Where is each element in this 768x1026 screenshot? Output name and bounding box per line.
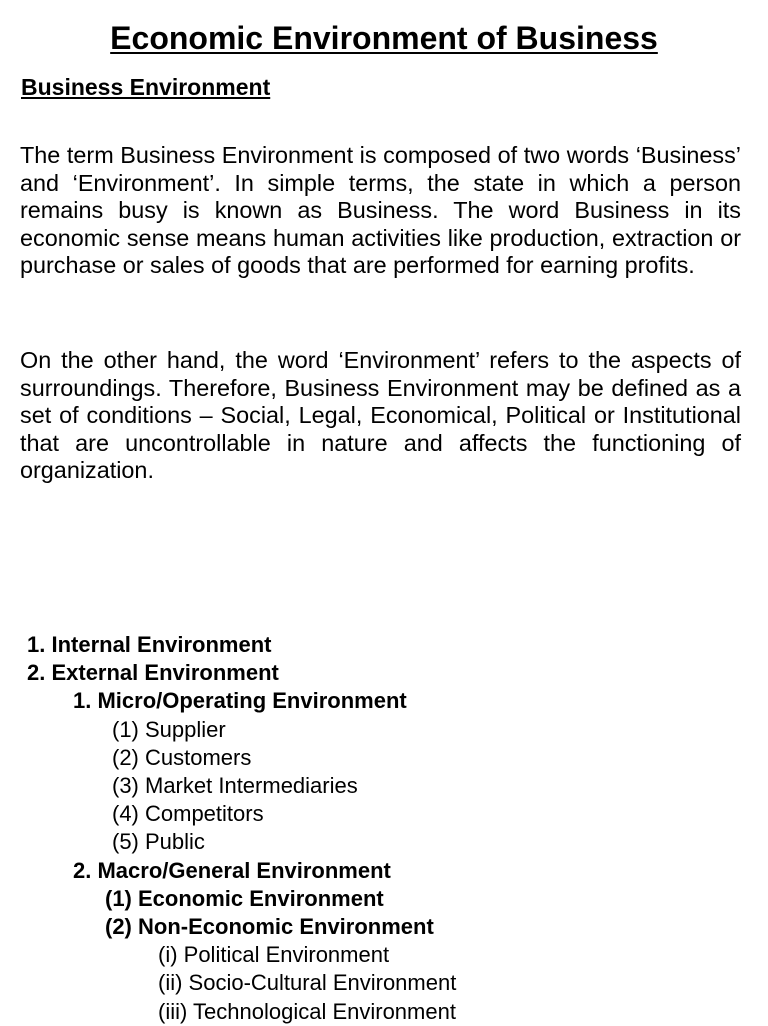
outline-item-macro: 2. Macro/General Environment xyxy=(73,857,391,883)
environment-outline xyxy=(0,631,456,1026)
outline-item-public: (5) Public xyxy=(112,829,205,855)
outline-item-non-economic: (2) Non-Economic Environment xyxy=(105,914,434,940)
outline-item-economic: (1) Economic Environment xyxy=(105,885,384,911)
outline-item-internal: 1. Internal Environment xyxy=(27,632,272,657)
outline-item-competitors: (4) Competitors xyxy=(112,801,264,827)
outline-item-micro: 1. Micro/Operating Environment xyxy=(73,688,407,714)
page-title: Economic Environment of Business xyxy=(110,20,658,56)
paragraph-definition: The term Business Environment is composed of two words ‘Business’ and ‘Environment’. In simple terms, the state in which a person remains busy is known as Business. The word Business in its economic sense means human activities like production, extraction or purchase or sales of goods that are performed for earning profits. xyxy=(20,142,741,279)
outline-item-supplier: (1) Supplier xyxy=(112,716,226,742)
outline-item-customers: (2) Customers xyxy=(112,744,252,770)
outline-item-political: (i) Political Environment xyxy=(158,942,390,968)
outline-item-socio-cultural: (ii) Socio-Cultural Environment xyxy=(158,970,457,996)
outline-item-market-intermediaries: (3) Market Intermediaries xyxy=(112,773,358,799)
outline-item-technological: (iii) Technological Environment xyxy=(158,998,456,1024)
section-heading: Business Environment xyxy=(21,74,271,100)
outline-item-external: 2. External Environment xyxy=(27,660,279,686)
paragraph-environment: On the other hand, the word ‘Environment’ refers to the aspects of surroundings. Therefore, Business Environment may be defined as a set of conditions – Social, Legal, Economical, Political or Institutional that are uncontrollable in nature and affects the functioning of organization. xyxy=(20,347,741,484)
